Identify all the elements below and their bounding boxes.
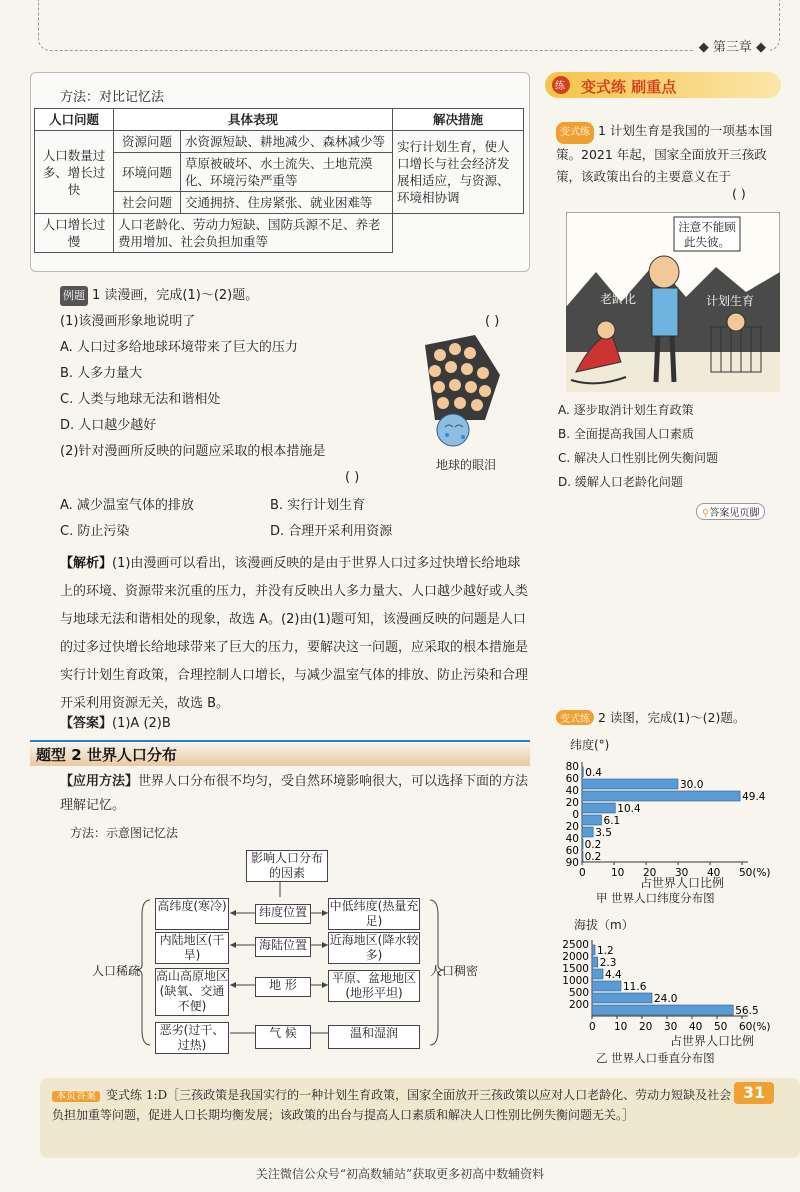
section-head: [30, 740, 530, 766]
top-frame: [38, 0, 780, 51]
q1-option-d: D. 人口越少越好: [60, 418, 157, 433]
y-tick-label: 200: [568, 999, 589, 1011]
x-tick-label: 30: [675, 867, 689, 879]
q2: (2)针对漫画所反映的问题应采取的根本措施是: [60, 444, 326, 459]
y-tick-label: 20: [565, 797, 579, 809]
left-box-1: 高纬度(寒冷): [155, 898, 229, 930]
mid-box-3: 地 形: [255, 977, 311, 997]
footer-text: 变式练 1:D［三孩政策是我国实行的一种计划生育政策，国家全面放开三孩政策以应对人口老龄化、劳动力短缺及社会负担加重等问题，促进人口长期均衡发展；该政策的出台与提高人口素质和解决人口性别比例失衡问题无关。］: [52, 1088, 732, 1122]
q2-option-d: D. 合理开采利用资源: [270, 524, 393, 539]
y-tick-label: 500: [568, 987, 589, 999]
measure: 实行计划生育，使人口增长与社会经济发展相适应，与资源、环境相协调: [393, 131, 524, 214]
sub-desc: 水资源短缺、耕地减少、森林减少等: [181, 131, 393, 153]
example-title: [60, 286, 258, 306]
chart2-xlabel: 占世界人口比例: [670, 1034, 755, 1048]
chart1-xlabel: 占世界人口比例: [640, 876, 725, 890]
ex1-question: [556, 120, 782, 188]
x-tick-label: 40: [689, 1021, 703, 1033]
chart2-svg: [548, 936, 780, 1036]
x-tick-label: 60(%): [739, 1021, 771, 1033]
y-tick-label: 2000: [562, 951, 589, 963]
footer-answer: [52, 1086, 732, 1125]
y-tick-label: 40: [565, 833, 579, 845]
bar: [582, 851, 583, 861]
ex1-option-b: B. 全面提高我国人口素质: [558, 427, 694, 441]
y-tick-label: 2500: [562, 939, 589, 951]
bar: [592, 957, 598, 967]
y-tick-label: 0: [572, 809, 579, 821]
sub-name: 资源问题: [114, 131, 181, 153]
x-tick-label: 20: [643, 867, 657, 879]
right-box-3: 平原、盆地地区(地形平坦): [328, 970, 420, 1002]
data-label: 30.0: [680, 779, 704, 791]
mid-box-2: 海陆位置: [255, 937, 311, 957]
x-tick-label: 10: [614, 1021, 628, 1033]
q1-option-a: A. 人口过多给地球环境带来了巨大的压力: [60, 340, 298, 355]
data-label: 24.0: [654, 993, 678, 1005]
ex2-tag: 变式练: [556, 710, 594, 725]
chart1-ylabel: 纬度(°): [570, 738, 610, 752]
bar: [592, 945, 595, 955]
analysis-label: 【解析】: [60, 556, 113, 571]
answer-label: 【答案】: [60, 716, 113, 731]
method-paragraph: [60, 770, 530, 818]
data-label: 0.4: [585, 767, 602, 779]
data-label: 2.3: [599, 957, 617, 969]
center-top-box: 影响人口分布的因素: [246, 850, 328, 882]
th-problem: 人口问题: [35, 109, 114, 131]
chapter-label: ◆ 第三章 ◆: [695, 36, 770, 55]
data-label: 4.4: [605, 969, 622, 981]
data-label: 0.2: [584, 839, 602, 851]
sub-desc: 交通拥挤、住房紧张、就业困难等: [181, 192, 393, 214]
left-box-4: 恶劣(过干、过热): [155, 1022, 229, 1054]
earth-tears-cartoon: [405, 335, 515, 455]
chart2-title: 乙 世界人口垂直分布图: [596, 1051, 715, 1065]
data-label: 56.5: [735, 1005, 759, 1017]
ex1-option-d: D. 缓解人口老龄化问题: [558, 475, 683, 489]
q2-option-c: C. 防止污染: [60, 524, 130, 539]
bar: [582, 827, 593, 837]
bottom-promo: 关注微信公众号“初高数辅站”获取更多初高中数辅资料: [255, 1167, 545, 1181]
analysis-paragraph: [60, 550, 530, 718]
q1-option-b: B. 人多力量大: [60, 366, 143, 381]
example-title-text: 1 读漫画，完成(1)～(2)题。: [92, 288, 259, 303]
right-box-4: 温和湿润: [328, 1025, 420, 1049]
y-tick-label: 60: [565, 845, 579, 857]
x-tick-label: 50: [714, 1021, 728, 1033]
bar: [592, 969, 603, 979]
y-tick-label: 1000: [562, 975, 589, 987]
right-label: 人口稠密: [430, 964, 479, 978]
chart2-ylabel: 海拔（m）: [574, 918, 634, 932]
cartoon-left-label: 老龄化: [600, 292, 637, 306]
left-box-3: 高山高原地区(缺氧、交通不便): [155, 968, 229, 1016]
svg-text:练: 练: [555, 81, 565, 92]
chart1-svg: [548, 752, 780, 888]
y-tick-label: 80: [565, 761, 579, 773]
cartoon-right-label: 计划生育: [706, 294, 755, 308]
y-tick-label: 90: [565, 857, 579, 869]
ex1-option-c: C. 解决人口性别比例失衡问题: [558, 451, 719, 465]
example-tag: 例题: [60, 286, 88, 306]
desc2: 人口老龄化、劳动力短缺、国防兵源不足、养老费用增加、社会负担加重等: [114, 214, 393, 253]
x-tick-label: 0: [589, 1021, 596, 1033]
left-box-2: 内陆地区(干旱): [155, 932, 229, 964]
y-tick-label: 40: [565, 785, 579, 797]
cartoon-bubble: 注意不能顾此失彼。: [678, 220, 736, 249]
bar: [582, 803, 615, 813]
bar: [582, 767, 583, 777]
y-tick-label: 60: [565, 773, 579, 785]
right-box-2: 近海地区(降水较多): [329, 933, 419, 962]
th-measure: 解决措施: [393, 109, 524, 131]
ex1-paren: ( ): [732, 186, 746, 201]
page-number: 31: [734, 1082, 774, 1104]
mid-box-4: 气 候: [255, 1025, 311, 1049]
data-label: 0.2: [584, 851, 602, 863]
answer-text: (1)A (2)B: [112, 716, 171, 731]
method-title: 方法：对比记忆法: [60, 90, 165, 105]
cartoon-caption: 地球的眼泪: [436, 458, 497, 472]
x-tick-label: 40: [707, 867, 721, 879]
practice-header-text: 变式练 刷重点: [581, 78, 677, 96]
q1-paren: ( ): [485, 314, 500, 329]
q1: (1)该漫画形象地说明了: [60, 314, 196, 329]
data-label: 11.6: [623, 981, 647, 993]
section-title: 题型 2 世界人口分布: [36, 746, 177, 764]
bar: [592, 993, 652, 1003]
ex1-tag: 变式练: [556, 122, 594, 144]
th-detail: 具体表现: [114, 109, 393, 131]
analysis-text: (1)由漫画可以看出，该漫画反映的是由于世界人口过多过快增长给地球上的环境、资源带来沉重的压力，并没有反映出人多力量大、人口越少越好或人类与地球无法和谐相处的现象，故选 A。(2)由(1)题可知，该漫画反映的问题是人口的过多过快增长给地球带来了巨大的压力，要解决这一问题，应采取的根本措施是实行计划生育政策，合理控制人口增长，与减少温室气体的排放、防止污染和合理开采利用资源无关，故选 B。: [60, 556, 529, 711]
row-group1: 人口数量过多、增长过快: [35, 131, 114, 214]
bar: [592, 1005, 733, 1015]
ex2-question: [556, 708, 745, 726]
row-group2: 人口增长过慢: [35, 214, 114, 253]
diagram-title: 方法：示意图记忆法: [70, 826, 179, 840]
bar: [582, 839, 583, 849]
data-label: 6.1: [603, 815, 621, 827]
sub-name: 社会问题: [114, 192, 181, 214]
bar: [582, 815, 602, 825]
q2-paren: ( ): [345, 470, 360, 485]
comparison-table: [34, 108, 524, 253]
bar: [592, 981, 621, 991]
footer-tag: 本页答案: [52, 1091, 100, 1102]
data-label: 10.4: [617, 803, 641, 815]
ex1-option-a: A. 逐步取消计划生育政策: [558, 403, 694, 417]
ex1-text: 1 计划生育是我国的一项基本国策。2021 年起，国家全面放开三孩政策，该政策出台的主要意义在于: [556, 123, 773, 184]
q1-option-c: C. 人类与地球无法和谐相处: [60, 392, 221, 407]
chart1-title: 甲 世界人口纬度分布图: [596, 891, 715, 905]
answer-link-text: 答案见页脚: [709, 508, 760, 519]
y-tick-label: 1500: [562, 963, 589, 975]
q2-option-b: B. 实行计划生育: [270, 498, 366, 513]
sub-name: 环境问题: [114, 153, 181, 192]
mid-box-1: 纬度位置: [255, 904, 311, 924]
answer-line: [60, 712, 171, 731]
method-label: 【应用方法】: [60, 774, 139, 789]
key-icon: ⚲: [702, 508, 710, 519]
sub-desc: 草原被破坏、水土流失、土地荒漠化、环境污染严重等: [181, 153, 393, 192]
right-box-1: 中低纬度(热量充足): [329, 899, 419, 928]
data-label: 49.4: [742, 791, 766, 803]
data-label: 3.5: [595, 827, 612, 839]
x-tick-label: 30: [664, 1021, 678, 1033]
left-label: 人口稀疏: [92, 964, 141, 978]
practice-header: [545, 72, 781, 98]
answer-link[interactable]: [696, 503, 765, 520]
pencil-icon: [551, 75, 573, 95]
data-label: 1.2: [597, 945, 614, 957]
method-text: 世界人口分布很不均匀，受自然环境影响很大，可以选择下面的方法理解记忆。: [60, 774, 529, 813]
ex2-text: 2 读图，完成(1)～(2)题。: [598, 710, 746, 725]
q2-option-a: A. 减少温室气体的排放: [60, 498, 194, 513]
x-tick-label: 20: [639, 1021, 653, 1033]
x-tick-label: 0: [579, 867, 586, 879]
bar: [582, 791, 740, 801]
x-tick-label: 50(%): [739, 867, 771, 879]
y-tick-label: 20: [565, 821, 579, 833]
x-tick-label: 10: [611, 867, 625, 879]
bar: [582, 779, 678, 789]
